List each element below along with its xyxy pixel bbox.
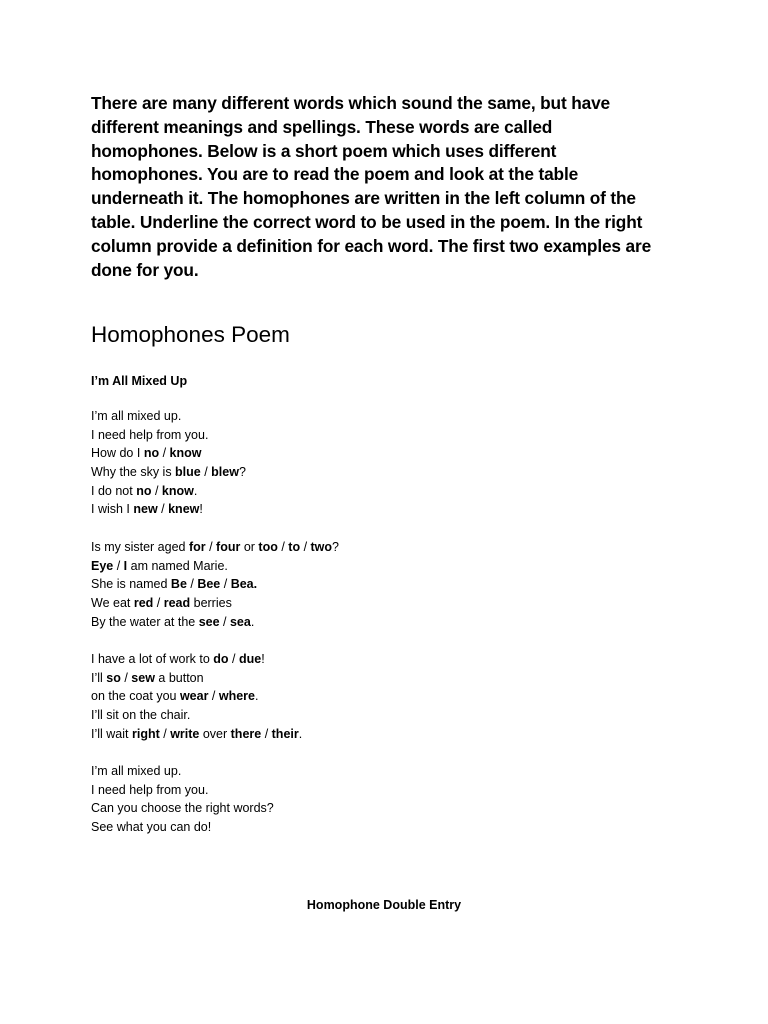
poem-text: . — [298, 726, 303, 741]
poem-line — [91, 725, 651, 744]
poem-text: I’ll sit on the chair. — [91, 708, 191, 722]
homophone-option: new — [133, 502, 158, 517]
poem-text: ! — [261, 651, 265, 666]
poem-stanza — [91, 407, 651, 519]
homophone-option: do — [213, 651, 229, 666]
poem-stanza — [91, 538, 651, 631]
intro-line: There are many different words which sound the same, but have — [91, 93, 611, 113]
homophone-option: there — [230, 726, 262, 741]
poem-text: I’m all mixed up. — [91, 764, 182, 779]
poem-line — [91, 575, 651, 594]
poem-title: I’m All Mixed Up — [91, 374, 188, 388]
poem-text: / — [186, 577, 198, 592]
homophone-option: Bea. — [230, 577, 258, 592]
poem-text: / — [159, 726, 171, 741]
homophone-option: knew — [168, 502, 200, 517]
homophone-option: blew — [211, 465, 239, 480]
intro-line: table. Underline the correct word to be used in the poem. In the right — [91, 211, 643, 232]
poem-line — [91, 669, 651, 688]
poem-line — [91, 799, 651, 818]
poem-line — [91, 407, 651, 426]
poem-heading: Homophones Poem — [91, 322, 290, 347]
poem-text: / — [277, 539, 289, 554]
poem-text: I have a lot of work to — [91, 651, 214, 666]
homophone-option: know — [161, 483, 194, 498]
poem-text: I’ll wait — [91, 726, 132, 741]
poem-text: / — [113, 558, 124, 573]
poem-text: over — [199, 726, 231, 741]
homophone-option: Bee — [197, 577, 221, 592]
intro-line: different meanings and spellings. These words are called — [91, 116, 553, 137]
poem-text: . — [250, 614, 255, 629]
poem-text: Why the sky is — [91, 465, 176, 480]
poem-line — [91, 463, 651, 482]
poem-line — [91, 557, 651, 576]
poem-text: See what you can do! — [91, 820, 212, 835]
poem-text: berries — [190, 595, 232, 610]
poem-line — [91, 444, 651, 463]
poem-text: I’ll — [91, 670, 107, 685]
homophone-option: where — [218, 689, 256, 704]
homophone-option: to — [288, 539, 301, 554]
poem-line — [91, 781, 651, 800]
homophone-option: four — [216, 539, 241, 554]
poem-text: ? — [332, 539, 339, 554]
intro-line: homophones. You are to read the poem and look at the table — [91, 164, 579, 185]
homophone-option: sea — [229, 614, 251, 629]
poem-line — [91, 613, 651, 632]
poem-text: / — [120, 670, 132, 685]
poem-text: I do not — [91, 483, 137, 498]
table-title: Homophone Double Entry — [306, 898, 462, 912]
intro-line: column provide a definition for each word. The first two examples are — [91, 235, 652, 256]
homophone-option: Be — [170, 577, 187, 592]
poem-text: / — [200, 465, 212, 480]
poem-line — [91, 687, 651, 706]
poem-text: She is named — [91, 577, 171, 592]
homophone-option: I — [123, 558, 128, 573]
poem-line — [91, 762, 651, 781]
homophone-option: right — [131, 726, 160, 741]
poem-text: ? — [238, 465, 246, 480]
poem-text: on the coat you — [91, 689, 180, 704]
poem-text: How do I — [91, 446, 144, 461]
poem-text: Can you choose the right words? — [91, 801, 274, 816]
poem-text: / — [219, 614, 230, 629]
poem-stanza — [91, 650, 651, 743]
homophone-option: for — [188, 539, 206, 554]
poem-line — [91, 650, 651, 669]
poem-text: / — [220, 577, 231, 592]
intro-line: done for you. — [91, 259, 199, 280]
poem-stanza — [91, 762, 651, 837]
intro-line: homophones. Below is a short poem which uses different — [91, 140, 557, 161]
poem-text: or — [240, 539, 259, 554]
homophone-option: red — [133, 595, 154, 610]
poem-text: I wish I — [91, 502, 134, 517]
poem-text: / — [159, 446, 170, 461]
homophone-option: Eye — [91, 558, 114, 573]
poem-text: ! — [199, 502, 203, 517]
homophone-option: blue — [175, 465, 201, 480]
homophone-option: due — [239, 651, 262, 666]
homophone-option: wear — [179, 689, 209, 704]
poem-text: / — [205, 539, 217, 554]
poem-line — [91, 500, 651, 519]
poem-line — [91, 594, 651, 613]
homophone-option: so — [106, 670, 121, 685]
homophone-option: sew — [131, 670, 155, 685]
homophone-option: know — [169, 446, 202, 461]
poem-text: / — [151, 483, 162, 498]
poem-line — [91, 538, 651, 557]
poem-text: / — [153, 595, 164, 610]
poem-text: We eat — [91, 595, 134, 610]
homophone-option: see — [198, 614, 220, 629]
poem-line — [91, 818, 651, 837]
intro-paragraph — [91, 92, 691, 282]
homophone-option: their — [271, 726, 299, 741]
poem-body — [91, 407, 651, 856]
intro-line: underneath it. The homophones are written in the left column of the — [91, 188, 636, 209]
homophone-option: no — [136, 483, 152, 498]
homophone-option: no — [143, 446, 160, 461]
poem-text: I need help from you. — [91, 427, 209, 442]
homophone-option: too — [258, 539, 278, 554]
poem-text: I’m all mixed up. — [91, 409, 182, 423]
homophone-option: read — [163, 595, 191, 610]
poem-line — [91, 706, 651, 725]
poem-text: I need help from you. — [91, 782, 209, 797]
poem-text: / — [300, 539, 311, 554]
poem-line — [91, 482, 651, 501]
poem-text: / — [208, 689, 219, 704]
poem-text: / — [228, 651, 239, 666]
poem-text: . — [255, 689, 259, 704]
homophone-option: two — [310, 539, 333, 554]
poem-text: am named Marie. — [127, 558, 228, 573]
poem-text: / — [261, 726, 272, 741]
poem-line — [91, 426, 651, 445]
homophone-option: write — [170, 726, 200, 741]
poem-text: . — [193, 483, 198, 498]
poem-text: a button — [154, 670, 204, 685]
poem-text: By the water at the — [91, 614, 199, 629]
poem-text: Is my sister aged — [91, 539, 189, 554]
poem-text: / — [157, 502, 169, 517]
